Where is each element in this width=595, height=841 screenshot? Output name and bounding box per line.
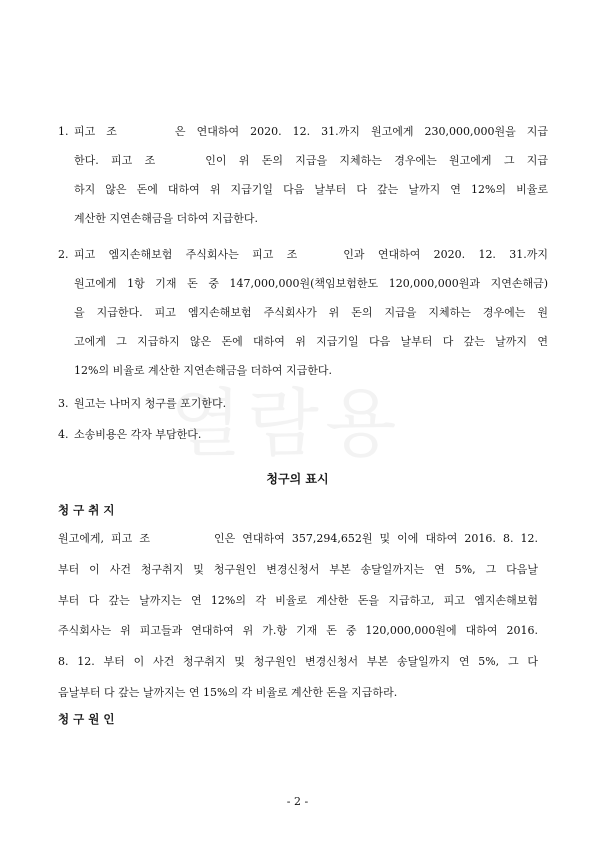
item-line: 3. 원고는 나머지 청구를 포기한다. [58, 389, 548, 418]
item-line: 2. 피고 엠지손해보험 주식회사는 피고 조 인과 연대하여 2020. 12. 31.까지 [58, 240, 548, 269]
order-item-3 [58, 389, 548, 418]
item-number: 4. [58, 428, 69, 441]
item-line: 계산한 지연손해금을 더하여 지급한다. [74, 212, 259, 225]
purpose-heading: 청 구 취 지 [58, 503, 115, 517]
item-line: 한다. 피고 조 인이 위 돈의 지급을 지체하는 경우에는 원고에게 그 지급 [74, 154, 549, 167]
order-item-2 [58, 240, 548, 385]
para-line: 주식회사는 위 피고들과 연대하여 위 가.항 기재 돈 중 120,000,000원에 대하여 2016. [58, 624, 538, 638]
item-number: 2. [58, 248, 69, 261]
order-item-4 [58, 420, 548, 449]
page-number: - 2 - [286, 795, 309, 808]
para-line: 8. 12. 부터 이 사건 청구취지 및 청구원인 변경신청서 부본 송달일까지 연 5%, 그 다 [58, 655, 538, 669]
para-line: 부터 이 사건 청구취지 및 청구원인 변경신청서 부본 송달일까지는 연 5%, 그 다음날 [58, 562, 538, 576]
para-line: 부터 다 갚는 날까지는 연 12%의 각 비율로 계산한 돈을 지급하고, 피고 엠지손해보험 [58, 593, 538, 607]
item-line: 4. 소송비용은 각자 부담한다. [58, 420, 548, 449]
item-line: 12%의 비율로 계산한 지연손해금을 더하여 지급한다. [74, 364, 332, 377]
item-line: 고에게 그 지급하지 않은 돈에 대하여 위 지급기일 다음 날부터 다 갚는 날까지 연 [74, 335, 548, 348]
item-line: 원고에게 1항 기재 돈 중 147,000,000원(책임보험한도 120,000,000원과 지연손해금) [74, 277, 548, 290]
item-line: 을 지급한다. 피고 엠지손해보험 주식회사가 위 돈의 지급을 지체하는 경우에는 원 [74, 306, 548, 319]
item-number: 3. [58, 397, 69, 410]
item-number: 1. [58, 125, 69, 138]
para-line: 음날부터 다 갚는 날까지는 연 15%의 각 비율로 계산한 돈을 지급하라. [58, 685, 398, 699]
para-line: 원고에게, 피고 조 인은 연대하여 357,294,652원 및 이에 대하여 2016. 8. 12. [58, 532, 538, 545]
purpose-paragraph [58, 531, 538, 716]
item-line: 하지 않은 돈에 대하여 위 지급기일 다음 날부터 다 갚는 날까지 연 12%의 비율로 [74, 183, 548, 196]
claim-heading: 청구의 표시 [266, 472, 329, 486]
cause-heading: 청 구 원 인 [58, 712, 115, 726]
order-item-1 [58, 117, 548, 233]
item-line: 1. 피고 조 은 연대하여 2020. 12. 31.까지 원고에게 230,000,000원을 지급 [58, 117, 548, 146]
